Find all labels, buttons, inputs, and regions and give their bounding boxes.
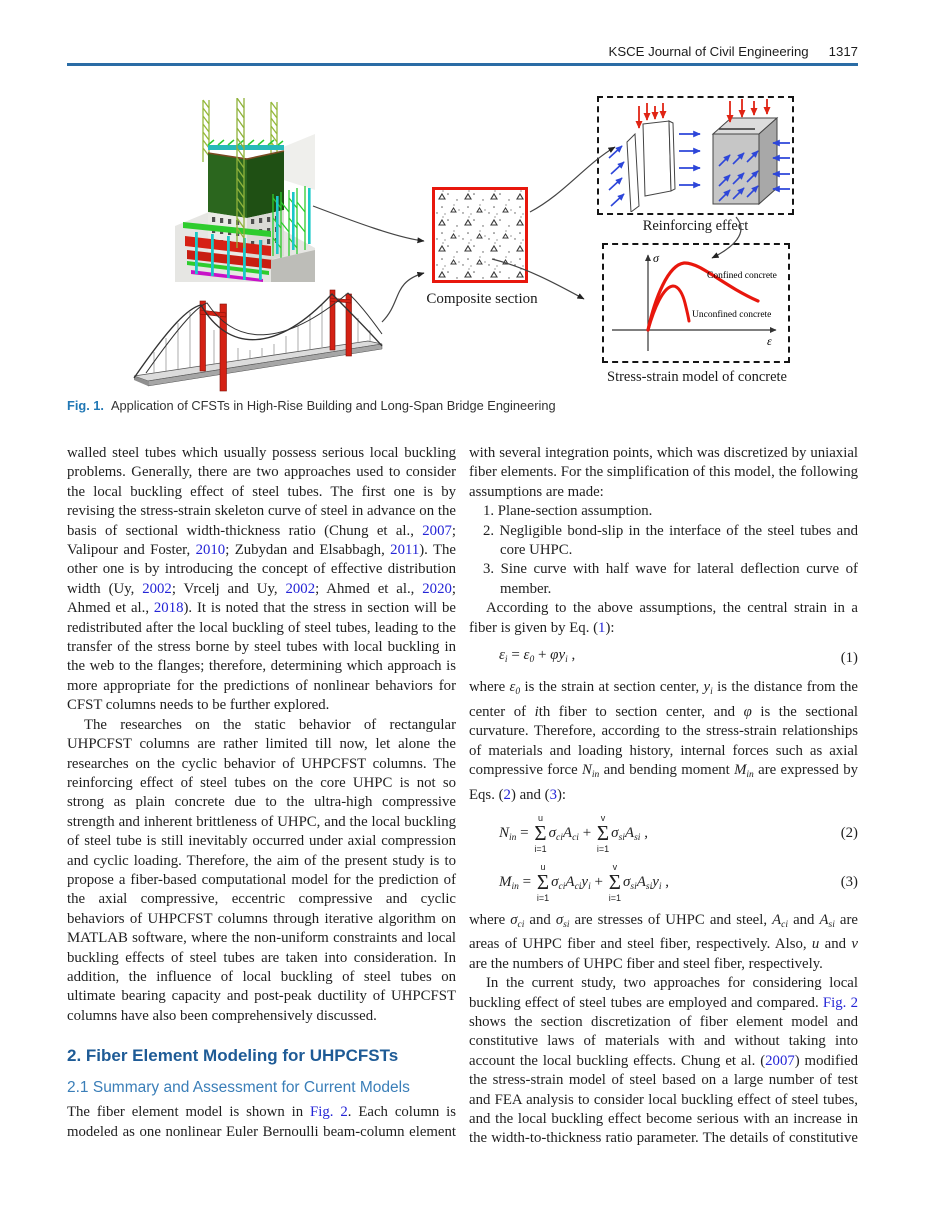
stress-strain-chart	[602, 243, 790, 363]
citation-link[interactable]: 2018	[153, 600, 184, 617]
confined-concrete-label: Confined concrete	[707, 271, 777, 281]
equation-2-expression: $N_{in}$ = u Σ i=1 $\sigma_{ci}A_{ci}$ + v Σ i=1 $\sigma_{si}A_{si}$ ,	[499, 812, 648, 854]
bridge-tower	[200, 290, 352, 391]
body-paragraph: According to the above assumptions, the central strain in a fiber is given by Eq. (1):	[469, 600, 858, 636]
equation-3-expression: $M_{in}$ = u Σ i=1 $\sigma_{ci}A_{ci}y_i$ + v Σ i=1 $\sigma_{si}A_{si}y_i$ ,	[499, 861, 670, 903]
steel-plate	[627, 121, 675, 212]
sigma-axis-label: σ	[653, 251, 659, 265]
citation-link[interactable]: Fig. 2	[310, 1104, 348, 1121]
left-column	[67, 444, 456, 1142]
epsilon-axis-label: ε	[767, 334, 772, 348]
equation-1-number: (1)	[840, 649, 858, 666]
subsection-heading: 2.1 Summary and Assessment for Current Models	[67, 1079, 410, 1097]
citation-link[interactable]: 3	[549, 786, 557, 803]
journal-title: KSCE Journal of Civil Engineering	[608, 44, 809, 59]
citation-link[interactable]: 2	[503, 786, 511, 803]
citation-link[interactable]: 2020	[422, 580, 452, 597]
summation-symbol: v Σ i=1	[596, 812, 610, 854]
body-paragraph: In the current study, two approaches for considering local buckling effect of steel tubes are employed and compared. Fig. 2 shows the section discretization of fiber element model and constitutive laws of materials with and without taking into account the local buckling effects. Chung et al. (2007) modified the stress-strain model of steel based on a large number of test and FEA analysis to consider local buckling effect of steel tubes, and the local buckling effect become serious with an increase in the width-to-thickness ratio parameter. The details of constitutive	[469, 975, 858, 1147]
body-paragraph: The researches on the static behavior of rectangular UHPCFST columns are rather limited till now, let alone the researches on the cyclic behavior of UHPCFST columns. The reinforcing effect of steel tubes on the core UHPC is not so strong as plain concrete due to the ultra-high compressive strength and inherent brittleness of UHPC, and the local buckling of steel tube is still inevitably occurred under axial compression and cyclic loading. Therefore, the aim of the present study is to propose a fiber-based computational model for the prediction of the axial compressive, eccentric compressive and cyclic behaviors of UHPCFST columns through iterative algorithm on MATLAB software, where the non-uniform constraints and local buckling effects of steel tubes are taken into consideration. In addition, the influence of local buckling of steel tubes on ultimate bearing capacity and post-peak ductility of UHPCFST columns have also been comprehensively discussed.	[67, 716, 456, 1024]
equation-2	[469, 813, 858, 854]
concrete-block	[713, 118, 777, 204]
summation-symbol: u Σ i=1	[534, 812, 547, 854]
right-column	[469, 444, 858, 1149]
assumption-list-item-2: 2. Negligible bond-slip in the interface of the steel tubes and core UHPC.	[483, 522, 858, 559]
suspension-bridge-image	[130, 286, 390, 396]
section-heading: 2. Fiber Element Modeling for UHPCFSTs	[67, 1046, 399, 1066]
arrow-building-to-section	[313, 206, 424, 241]
body-paragraph: where $\sigma_{ci}$ and $\sigma_{si}$ are stresses of UHPC and steel, $A_{ci}$ and $A_{si}$ are areas of UHPC fiber and steel fiber, respectively. Also, u and v are the numbers of UHPC fiber and steel fiber, respectively.	[469, 911, 858, 972]
body-paragraph: The fiber element model is shown in Fig. 2. Each column is modeled as one nonlinear Euler Bernoulli beam-column element	[67, 1104, 456, 1140]
equation-2-number: (2)	[840, 824, 858, 841]
assumption-list-item-1: 1. Plane-section assumption.	[483, 503, 653, 520]
assumption-list-item-3: 3. Sine curve with half wave for lateral deflection curve of member.	[483, 561, 858, 597]
figure-caption	[67, 398, 847, 413]
equation-3-number: (3)	[840, 873, 858, 890]
equation-1	[469, 646, 858, 670]
buckling-arrows	[679, 134, 700, 185]
unconfined-concrete-label: Unconfined concrete	[692, 310, 772, 320]
citation-link[interactable]: 2002	[285, 580, 316, 597]
citation-link[interactable]: 2007	[765, 1052, 795, 1069]
figure-1	[60, 90, 865, 395]
equation-3	[469, 862, 858, 903]
reinforcing-effect-diagram	[599, 98, 791, 212]
citation-link[interactable]: Fig. 2	[822, 994, 858, 1011]
highrise-building-image	[175, 98, 315, 282]
summation-symbol: u Σ i=1	[536, 861, 550, 903]
body-paragraph: where $\varepsilon_0$ is the strain at section center, $y_i$ is the distance from the center of ith fiber to section center, and φ is the sectional curvature. Therefore, according to the stress-strain relationships of materials and loading history, internal forces such as axial compressive force $N_{in}$ and bending moment $M_{in}$ are expressed by Eqs. (2) and (3):	[469, 679, 858, 803]
figure-caption-text: Application of CFSTs in High-Rise Building and Long-Span Bridge Engineering	[110, 398, 556, 413]
figure-caption-label: Fig. 1.	[67, 398, 104, 413]
equation-1-expression: $\varepsilon_i = \varepsilon_0 + \varphi y_i$ ,	[499, 647, 576, 666]
page-number: 1317	[828, 44, 858, 59]
composite-section-box	[432, 187, 528, 283]
reinforcing-effect-label: Reinforcing effect	[642, 218, 749, 234]
citation-link[interactable]: 2010	[195, 542, 226, 559]
concrete-speckle-pattern	[435, 190, 525, 280]
citation-link[interactable]: 1	[598, 619, 606, 636]
citation-link[interactable]: 2011	[390, 542, 420, 559]
header-rule	[67, 63, 858, 66]
citation-link[interactable]: 2002	[142, 580, 172, 597]
body-paragraph: walled steel tubes which usually possess serious local buckling problems. Generally, there are two approaches used to consider the local buckling effect of steel tubes. The first one is by revising the stress-strain skeleton curve of steel in advance on the basis of sectional width-thickness ratio (Chung et al., 2007; Valipour and Foster, 2010; Zubydan and Elsabbagh, 2011). The other one is by introducing the concept of effective distribution width (Uy, 2002; Vrcelj and Uy, 2002; Ahmed et al., 2020; Ahmed et al., 2018). It is noted that the stress in section will be redistributed after the local buckling of steel tubes, leading to the transfer of the stress borne by steel tubes with local buckling in the web to the flanges; therefore, determining which approach is more appropriate for the predictions of nonlinear behaviors for CFST columns needs to be further explored.	[67, 445, 456, 714]
reinforcing-effect-box	[597, 96, 794, 215]
page-header	[67, 44, 858, 59]
stress-strain-label: Stress-strain model of concrete	[607, 369, 787, 385]
summation-symbol: v Σ i=1	[608, 861, 621, 903]
confinement-arrows	[609, 146, 624, 206]
unconfined-concrete-curve	[648, 286, 689, 330]
stress-strain-plot	[604, 245, 787, 360]
body-paragraph: with several integration points, which was discretized by uniaxial fiber elements. For the simplification of this model, the following assumptions are made:	[469, 445, 858, 500]
composite-section-label: Composite section	[426, 291, 538, 307]
citation-link[interactable]: 2007	[422, 522, 452, 539]
